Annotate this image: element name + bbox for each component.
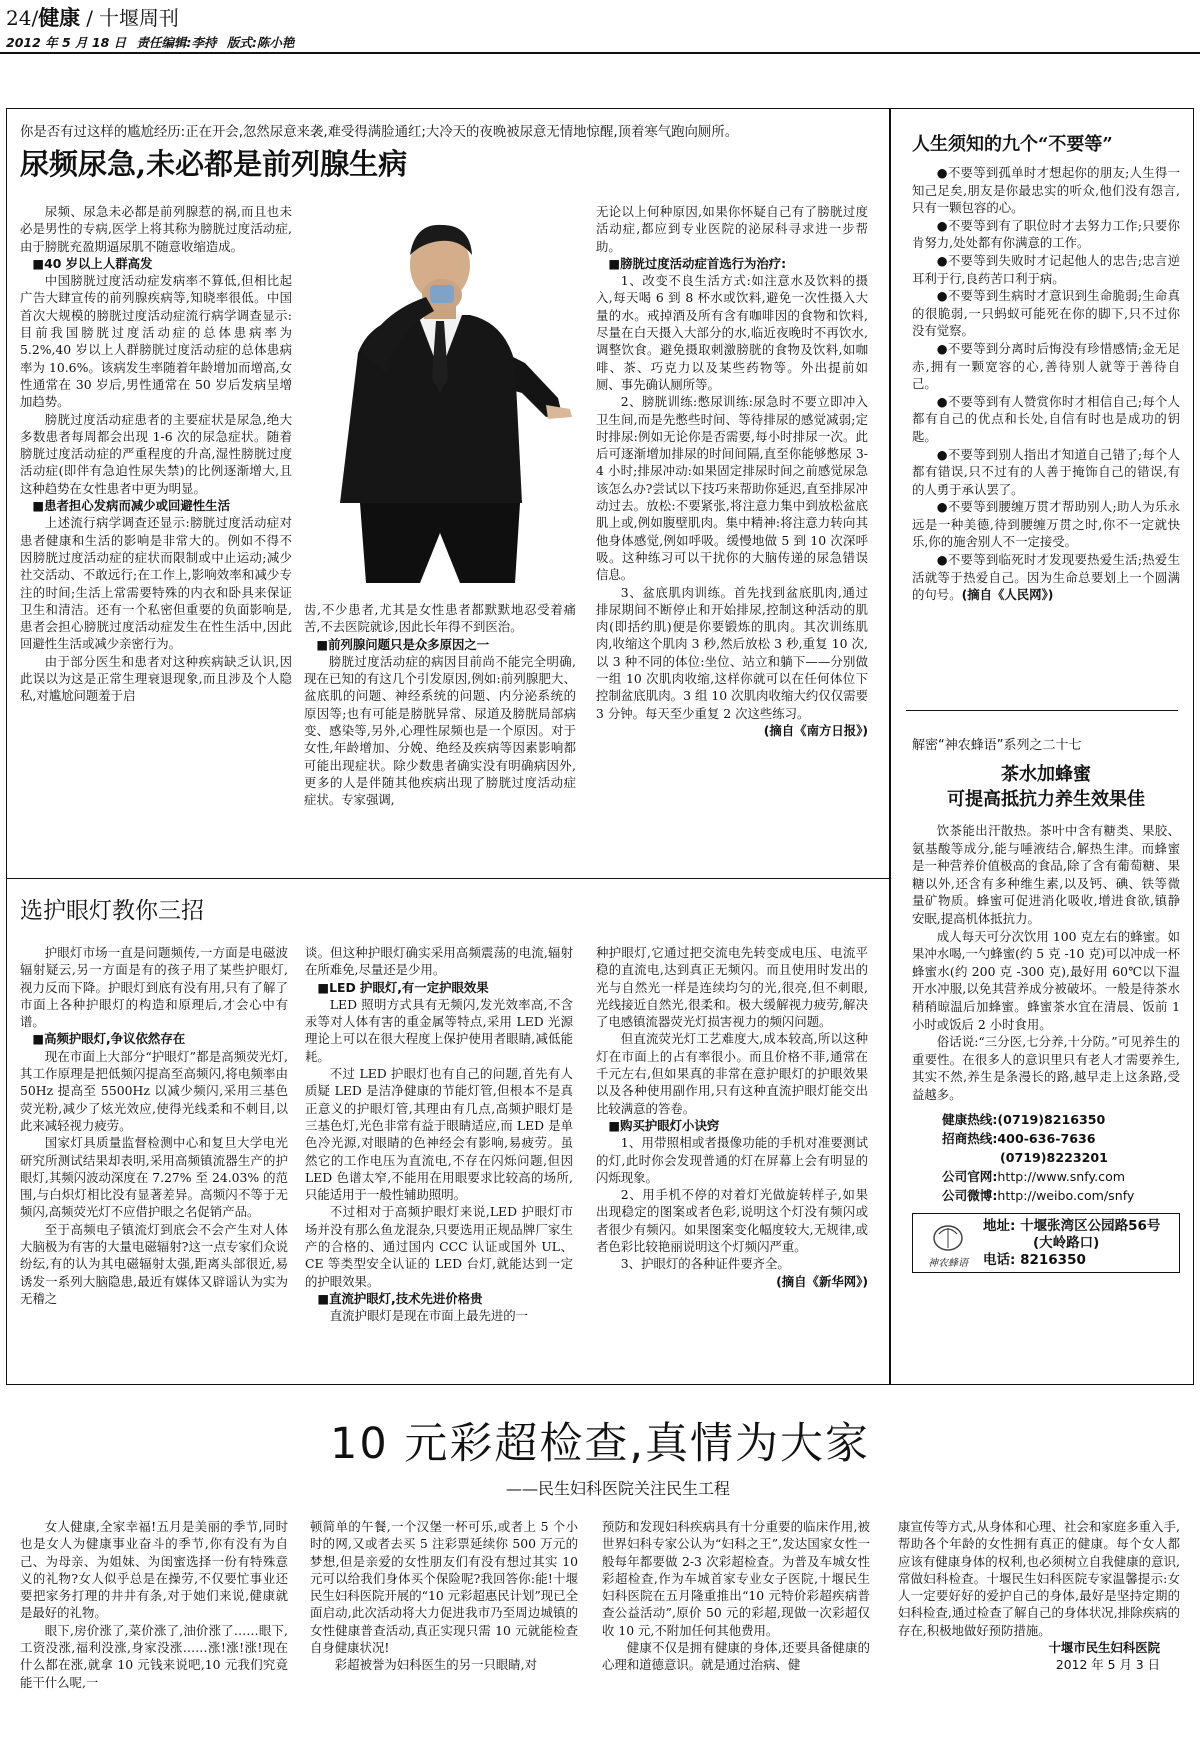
paragraph: 护眼灯市场一直是问题频传,一方面是电磁波辐射疑云,另一方面是有的孩子用了某些护眼灯,视力反而下降。护眼灯到底有没有用,只有了解了市面上各种护眼灯的构造和原理后,才会心中有谱。 <box>20 945 288 1030</box>
sidebar1-list <box>912 164 1180 604</box>
paragraph: 膀胱过度活动症患者的主要症状是尿急,绝大多数患者每周都会出现 1-6 次的尿急症状。随着膀胱过度活动症的严重程度的升高,湿性膀胱过度活动症(即伴有急迫性尿失禁)的比例逐渐增大,且这种趋势在女性患者中更为明显。 <box>20 411 292 496</box>
list-item: ●不要等到孤单时才想起你的朋友;人生得一知己足矣,朋友是你最忠实的听众,他们没有怨言,只有一颗包容的心。 <box>912 165 1180 216</box>
sidebar-honey-tea <box>912 736 1180 1273</box>
list-item: ●不要等到分离时后悔没有珍惜感情;金无足赤,拥有一颗宽容的心,善待别人就等于善待自己。 <box>912 340 1180 392</box>
company-site-label: 公司官网: <box>942 1168 998 1184</box>
address-text <box>983 1218 1160 1269</box>
paragraph: 健康不仅是拥有健康的身体,还要具备健康的心理和道德意识。就是通过治病、健 <box>602 1640 870 1673</box>
hospital-signature: 十堰市民生妇科医院 <box>1048 1640 1160 1656</box>
paper-name: 十堰周刊 <box>98 6 179 30</box>
sidebar2-title-1: 茶水加蜂蜜 <box>1001 764 1091 785</box>
source-credit: (摘自《南方日报》) <box>763 722 868 738</box>
article1-lead: 你是否有过这样的尴尬经历:正在开会,忽然尿意来袭,难受得满脸通红;大冷天的夜晚被尿意无情地惊醒,顶着寒气跑向厕所。 <box>20 125 739 140</box>
column-divider <box>889 108 891 1384</box>
frame-right <box>1193 108 1194 1384</box>
sidebar2-series: 解密“神农蜂语”系列之二十七 <box>912 738 1082 753</box>
issue-date: 2012 年 5 月 18 日 <box>6 35 127 50</box>
invest-hotline-value-1: 400-636-7636 <box>997 1130 1096 1146</box>
list-item: ●不要等到腰缠万贯才帮助别人;助人为乐永远是一种美德,待到腰缠万贯之时,你不一定就快乐,你的施舍别人不一定接受。 <box>912 499 1180 550</box>
paragraph: 不过相对于高频护眼灯来说,LED 护眼灯市场并没有那么鱼龙混杂,只要选用正规品牌厂家生产的合格的、通过国内 CCC 认证或国外 UL、CE 等类型安全认证的 LED 台灯,就能达到一定的护眼效果。 <box>305 1204 573 1289</box>
paragraph: 无论以上何种原因,如果你怀疑自己有了膀胱过度活动症,都应到专业医院的泌尿科寻求进一步帮助。 <box>596 204 868 254</box>
subheading: ■购买护眼灯小诀窍 <box>608 1117 720 1133</box>
phone-line <box>983 1252 1160 1269</box>
paragraph: 2、用手机不停的对着灯光做旋转样子,如果出现稳定的图案或者色彩,说明这个灯没有频闪或者很少有频闪。如果图案变化幅度较大,无规律,或者色彩比较艳丽说明这个灯频闪严重。 <box>596 1187 868 1255</box>
sidebar-nine-dont-wait <box>912 132 1180 604</box>
paragraph: 眼下,房价涨了,菜价涨了,油价涨了……眼下,工资没涨,福利没涨,身家没涨……涨!涨!涨!现在什么都在涨,就拿 10 元钱来说吧,10 元我们究竟能干什么呢,一 <box>20 1622 288 1690</box>
subheading: ■高频护眼灯,争议依然存在 <box>32 1031 186 1047</box>
article2-title: 选护眼灯教你三招 <box>20 898 204 924</box>
section-name: 健康 <box>38 6 81 30</box>
subheading: ■患者担心发病而减少或回避性生活 <box>32 498 230 514</box>
article3-column-4 <box>898 1518 1180 1674</box>
company-weibo-value: http://weibo.com/snfy <box>997 1187 1135 1203</box>
list-item: ●不要等到失败时才记起他人的忠告;忠言逆耳利于行,良药苦口利于病。 <box>912 252 1180 286</box>
article2-column-2 <box>305 944 573 1325</box>
paragraph: 3、盆底肌肉训练。首先找到盆底肌肉,通过排尿期间不断停止和开始排尿,控制这种活动的肌肉(即括约肌)便是你要锻炼的肌肉。其次训练肌肉,收缩这个肌肉 3 秒,然后放松 3 秒,重复 10 次,以 3 种不同的体位:坐位、站立和躺下——分别做一组 10 次肌肉收缩,这样你就可以在任何体位下控制盆底肌肉。3 组 10 次肌肉收缩大约仅仅需要 3 分钟。每天至少重复 2 次这些练习。 <box>596 584 868 721</box>
list-item: ●不要等到临死时才发现要热爱生活;热爱生活就等于热爱自己。因为生命总要划上一个圆满的句号。(摘自《人民网》) <box>912 552 1180 603</box>
article3-title: 10 元彩超检查,真情为大家 <box>329 1419 871 1469</box>
paragraph: 不过 LED 护眼灯也有自己的问题,首先有人质疑 LED 是洁净健康的节能灯管,但根本不是真正意义的护眼灯管,其理由有几点,高频护眼灯是三基色灯,光色非常有益于眼睛适应,而 LED 是单色冷光源,对眼睛的色神经会有影响,易疲劳。虽然它的工作电压为直流电,不存在闪烁问题,但因 LED 色谱太窄,不能用在用眼要求比较高的场所,只能适用于一般性辅助照明。 <box>305 1066 573 1203</box>
date-line <box>6 33 706 51</box>
subheading: ■直流护眼灯,技术先进价格贵 <box>317 1290 483 1306</box>
list-item: ●不要等到有了职位时才去努力工作;只要你肯努力,处处都有你满意的工作。 <box>912 217 1180 251</box>
company-weibo-label: 公司微博: <box>942 1187 998 1203</box>
frame-left <box>6 108 7 1384</box>
invest-hotline <box>942 1129 1180 1148</box>
frame-bottom <box>6 1384 1194 1385</box>
phone-label: 电话: <box>983 1251 1016 1268</box>
address-box <box>912 1213 1180 1273</box>
paragraph: 3、护眼灯的各种证件要齐全。 <box>620 1256 790 1272</box>
list-item: ●不要等到有人赞赏你时才相信自己;每个人都有自己的优点和长处,自信有时也是成功的钥匙。 <box>912 393 1180 444</box>
company-weibo <box>942 1186 1180 1205</box>
paragraph: 1、用带照相或者摄像功能的手机对准要测试的灯,此时你会发现普通的灯在屏幕上会有明显的闪烁现象。 <box>596 1135 868 1185</box>
article-divider <box>6 878 889 879</box>
masthead <box>6 2 706 50</box>
article2-column-1 <box>20 944 288 1307</box>
paragraph: 2、膀胱训练:憋尿训练:尿急时不要立即冲入卫生间,而是先憋些时间、等待排尿的感觉减弱;定时排尿:例如无论你是否需要,每小时排尿一次。此后可逐渐增加排尿的时间间隔,直至你能够憋尿 3-4 小时;排尿冲动:如果固定排尿时间之前感觉尿急该怎么办?尝试以下技巧来帮助你延迟,直至排尿冲动过去。放松:不要紧张,将注意力集中到放松盆底肌上或,例如腹壁肌肉。集中精神:将注意力转向其他身体感觉,例如呼吸。缓慢地做 5 到 10 次深呼吸。这种练习可以干扰你的大脑传递的尿急错误信息。 <box>596 394 868 583</box>
article3-column-1 <box>20 1518 288 1691</box>
article3-column-2 <box>310 1518 578 1674</box>
health-hotline-value: (0719)8216350 <box>997 1111 1106 1127</box>
paragraph: 由于部分医生和患者对这种疾病缺乏认识,因此误以为这是正常生理衰退现象,而且涉及个人隐私,对尴尬问题羞于启 <box>20 653 292 704</box>
paragraph: 膀胱过度活动症的病因目前尚不能完全明确,现在已知的有这几个引发原因,例如:前列腺肥大、盆底肌的问题、神经系统的问题、内分泌系统的原因等;也有可能是膀胱异常、尿道及膀胱局部病变、感染等,另外,心理性尿频也是一个原因。对于女性,年龄增加、分娩、绝经及疾病等因素影响都可能出现症状。除少数患者确实没有明确病因外,更多的人是伴随其他疾病出现了膀胱过度活动症症状。专家强调, <box>304 653 576 808</box>
subheading: ■40 岁以上人群高发 <box>32 255 153 271</box>
editor-credit: 责任编辑:李持 <box>136 35 217 50</box>
address-note: (大岭路口) <box>1033 1234 1100 1251</box>
contact-block <box>942 1110 1180 1205</box>
sidebar2-text <box>912 822 1180 1104</box>
address-value: 十堰张湾区公园路56号 <box>1020 1217 1161 1234</box>
paragraph: 齿,不少患者,尤其是女性患者都默默地忍受着痛苦,不去医院就诊,因此长年得不到医治。 <box>304 602 576 635</box>
company-site-value: http://www.snfy.com <box>997 1168 1126 1184</box>
company-site <box>942 1167 1180 1186</box>
paragraph: 谈。但这种护眼灯确实采用高频震荡的电流,辐射在所难免,尽量还是少用。 <box>305 945 573 978</box>
paragraph: 1、改变不良生活方式:如注意水及饮料的摄入,每天喝 6 到 8 杯水或饮料,避免一次性摄入大量的水。戒掉酒及所有含有咖啡因的食物和饮料,尽量在白天摄入大部分的水,临近夜晚时不再饮水,调整饮食。避免摄取刺激膀胱的食物及饮料,如咖啡、茶、巧克力以及某些药物等。外出提前如厕、事先确认厕所等。 <box>596 273 868 392</box>
paragraph: 现在市面上大部分“护眼灯”都是高频荧光灯,其工作原理是把低频闪提高至高频闪,将电频率由 50Hz 提高至 5500Hz 以减少频闪,采用三基色荧光粉,减少了炫光效应,使得光线柔和不刺目,以此来减轻视力疲劳。 <box>20 1048 288 1133</box>
paragraph: 预防和发现妇科疾病具有十分重要的临床作用,被世界妇科专家公认为“妇科之王”,发达国家女性一般每年都要做 2-3 次彩超检查。为普及车城女性彩超检查,作为车城首家专业女子医院,十堰民生妇科医院在五月隆重推出“10 元特价彩超疾病普查公益活动”,原价 50 元的彩超,现做一次彩超仅收 10 元,不附加任何其他费用。 <box>602 1519 870 1638</box>
side-divider <box>906 710 1178 711</box>
invest-hotline-2 <box>942 1148 1180 1167</box>
paragraph: 种护眼灯,它通过把交流电先转变成电压、电流平稳的直流电,达到真正无频闪。而且使用时发出的光与自然光一样是连续均匀的光,很亮,但不刺眼,光线接近自然光,很柔和。极大缓解视力疲劳,解决了电感镇流器荧光灯损害视力的频闪问题。 <box>596 945 868 1030</box>
signature-date: 2012 年 5 月 3 日 <box>1055 1657 1160 1673</box>
paragraph: 彩超被誉为妇科医生的另一只眼睛,对 <box>334 1657 537 1673</box>
article1-column-3 <box>596 203 868 739</box>
invest-hotline-value-2: (0719)8223201 <box>1000 1149 1108 1165</box>
address-line-1 <box>983 1218 1160 1235</box>
paragraph: 成人每天可分次饮用 100 克左右的蜂蜜。如果冲水喝,一勺蜂蜜(约 5 克 -10 克)可以冲成一杯蜂蜜水(约 200 克 -300 克),最好用 60℃以下温开水冲服,以免其营养成分被破坏。一般是待茶水稍稍晾温后加蜂蜜。蜂蜜茶水宜在清晨、饭前 1 小时或饭后 2 小时食用。 <box>912 928 1180 1032</box>
article1-photo <box>300 203 578 595</box>
address-label: 地址: <box>983 1217 1016 1234</box>
paragraph: 至于高频电子镇流灯到底会不会产生对人体大脑极为有害的大量电磁辐射?这一点专家们众说纷纭,有的认为其电磁辐射太强,距离头部很近,易诱发一系列大脑隐患,最近有媒体又辟谣认为实为无稽之 <box>20 1221 288 1306</box>
article3-subtitle: ——民生妇科医院关注民生工程 <box>505 1479 730 1498</box>
list-item: ●不要等到生病时才意识到生命脆弱;生命真的很脆弱,一只蚂蚁可能死在你的脚下,只不过你没有觉察。 <box>912 288 1180 339</box>
source-credit: (摘自《人民网》) <box>961 587 1054 603</box>
subheading: ■LED 护眼灯,有一定护眼效果 <box>317 979 489 995</box>
invest-hotline-label: 招商热线: <box>942 1130 998 1146</box>
subheading: ■膀胱过度活动症首选行为治疗: <box>608 255 787 271</box>
sidebar2-title-2: 可提高抵抗力养生效果佳 <box>947 789 1145 810</box>
subheading: ■前列腺问题只是众多原因之一 <box>316 636 490 652</box>
brand-logo-text: 神农蜂语 <box>928 1257 968 1269</box>
sidebar1-title: 人生须知的九个“不要等” <box>912 134 1113 155</box>
frame-top <box>6 108 1194 109</box>
address-line-2 <box>983 1235 1160 1252</box>
man-photo-icon <box>300 203 578 595</box>
paragraph: 饮茶能出汗散热。茶叶中含有糖类、果胶、氨基酸等成分,能与唾液结合,解热生津。而蜂蜜是一种营养价值极高的食品,除了含有葡萄糖、果糖以外,还含有多种维生素,以及钙、碘、铁等微量矿物质。蜂蜜可促进消化吸收,增进食欲,镇静安眠,提高机体抵抗力。 <box>912 823 1180 926</box>
page-number: 24/ <box>6 6 39 30</box>
phone-value: 8216350 <box>1020 1251 1086 1268</box>
paragraph: 尿频、尿急未必都是前列腺惹的祸,而且也未必是男性的专病,医学上将其称为膀胱过度活动症,由于膀胱充盈期逼尿肌不随意收缩造成。 <box>20 204 292 254</box>
paragraph: 上述流行病学调查还显示:膀胱过度活动症对患者健康和生活的影响是非常大的。例如不得不因膀胱过度活动症的症状而限制或中止运动;减少社交活动、不敢远行;在工作上,影响效率和减少专注的时间;生活上常需要特殊的内衣和卧具来保证卫生和清洁。还有一个私密但重要的负面影响是,患者会担心膀胱过度活动症发生在性生活中,因此回避性生活或减少亲密行为。 <box>20 515 292 652</box>
list-item: ●不要等到别人指出才知道自己错了;每个人都有错误,只不过有的人善于掩饰自己的错误,有的人勇于承认罢了。 <box>912 446 1180 497</box>
paragraph: 中国膀胱过度活动症发病率不算低,但相比起广告大肆宣传的前列腺疾病等,知晓率很低。中国首次大规模的膀胱过度活动症流行病学调查显示:目前我国膀胱过度活动症的总体患病率为 5.2%,40 岁以上人群膀胱过度活动症的总体患病率为 10.6%。该病发生率随着年龄增加而增高,女性通常在 30 岁后,男性通常在 50 岁后发病呈增加趋势。 <box>20 273 292 410</box>
masthead-rule <box>0 52 1200 54</box>
paragraph: 顿简单的午餐,一个汉堡一杯可乐,或者上 5 个小时的网,又或者去买 5 注彩票延续你 500 万元的梦想,但是亲爱的女性朋友们有没有想过其实 10 元可以给我们身体买个保险呢?我回答你:能!十堰民生妇科医院开展的“10 元彩超惠民计划”现已全面启动,此次活动将大力促进我市乃至周边城镇的女性健康普查活动,真正实现只需 10 元就能检查自身健康状况! <box>310 1519 578 1656</box>
paragraph: 国家灯具质量监督检测中心和复旦大学电光研究所测试结果却表明,采用高频镇流器生产的护眼灯,其频闪波动深度在 7.27% 至 24.03% 的范围,与白炽灯相比没有显著差异。高频闪不等于无频闪,高频荧光灯不应借护眼之名促销产品。 <box>20 1135 288 1220</box>
article2-column-3 <box>596 944 868 1290</box>
article3-column-3 <box>602 1518 870 1674</box>
paragraph: 直流护眼灯是现在市面上最先进的一 <box>329 1308 529 1324</box>
article1-column-2 <box>304 601 576 809</box>
brand-logo <box>919 1218 977 1268</box>
health-hotline-label: 健康热线: <box>942 1111 998 1127</box>
article1-column-1 <box>20 203 292 705</box>
masthead-slash: / <box>86 6 93 30</box>
article1-title: 尿频尿急,未必都是前列腺生病 <box>20 147 408 181</box>
paragraph: 康宣传等方式,从身体和心理、社会和家庭多重入手,帮助各个年龄的女性拥有真正的健康。每个女人都应该有健康身体的权利,也必须树立自我健康的意识,常做妇科检查。十堰民生妇科医院专家温馨提示:女人一定要好好的爱护自己的身体,最好是坚持定期的妇科检查,通过检查了解自己的身体状况,排除疾病的存在,积极地做好预防措施。 <box>898 1519 1180 1638</box>
source-credit: (摘自《新华网》) <box>776 1273 868 1289</box>
layout-credit: 版式:陈小艳 <box>226 35 295 50</box>
health-hotline <box>942 1110 1180 1129</box>
paragraph: 俗话说:“三分医,七分养,十分防。”可见养生的重要性。在很多人的意识里只有老人才需要养生,其实不然,养生是条漫长的路,越早走上这条路,受益越多。 <box>912 1034 1180 1102</box>
paragraph: 但直流荧光灯工艺难度大,成本较高,所以这种灯在市面上的占有率很小。而且价格不菲,通常在千元左右,但如果真的非常在意护眼灯的护眼效果以及各种使用副作用,只有这种直流护眼灯能交出比较满意的答卷。 <box>596 1031 868 1116</box>
paragraph: LED 照明方式具有无频闪,发光效率高,不含汞等对人体有害的重金属等特点,采用 LED 光源理论上可以在很大程度上保护使用者眼睛,减低能耗。 <box>305 996 573 1064</box>
paragraph: 女人健康,全家幸福!五月是美丽的季节,同时也是女人为健康事业奋斗的季节,你有没有为自己、为母亲、为姐妹、为闺蜜选择一份有特殊意义的礼物?女人似乎总是在操劳,不仅要忙事业还要把家务打理的井井有条,对于她们来说,健康就是最好的礼物。 <box>20 1519 288 1621</box>
